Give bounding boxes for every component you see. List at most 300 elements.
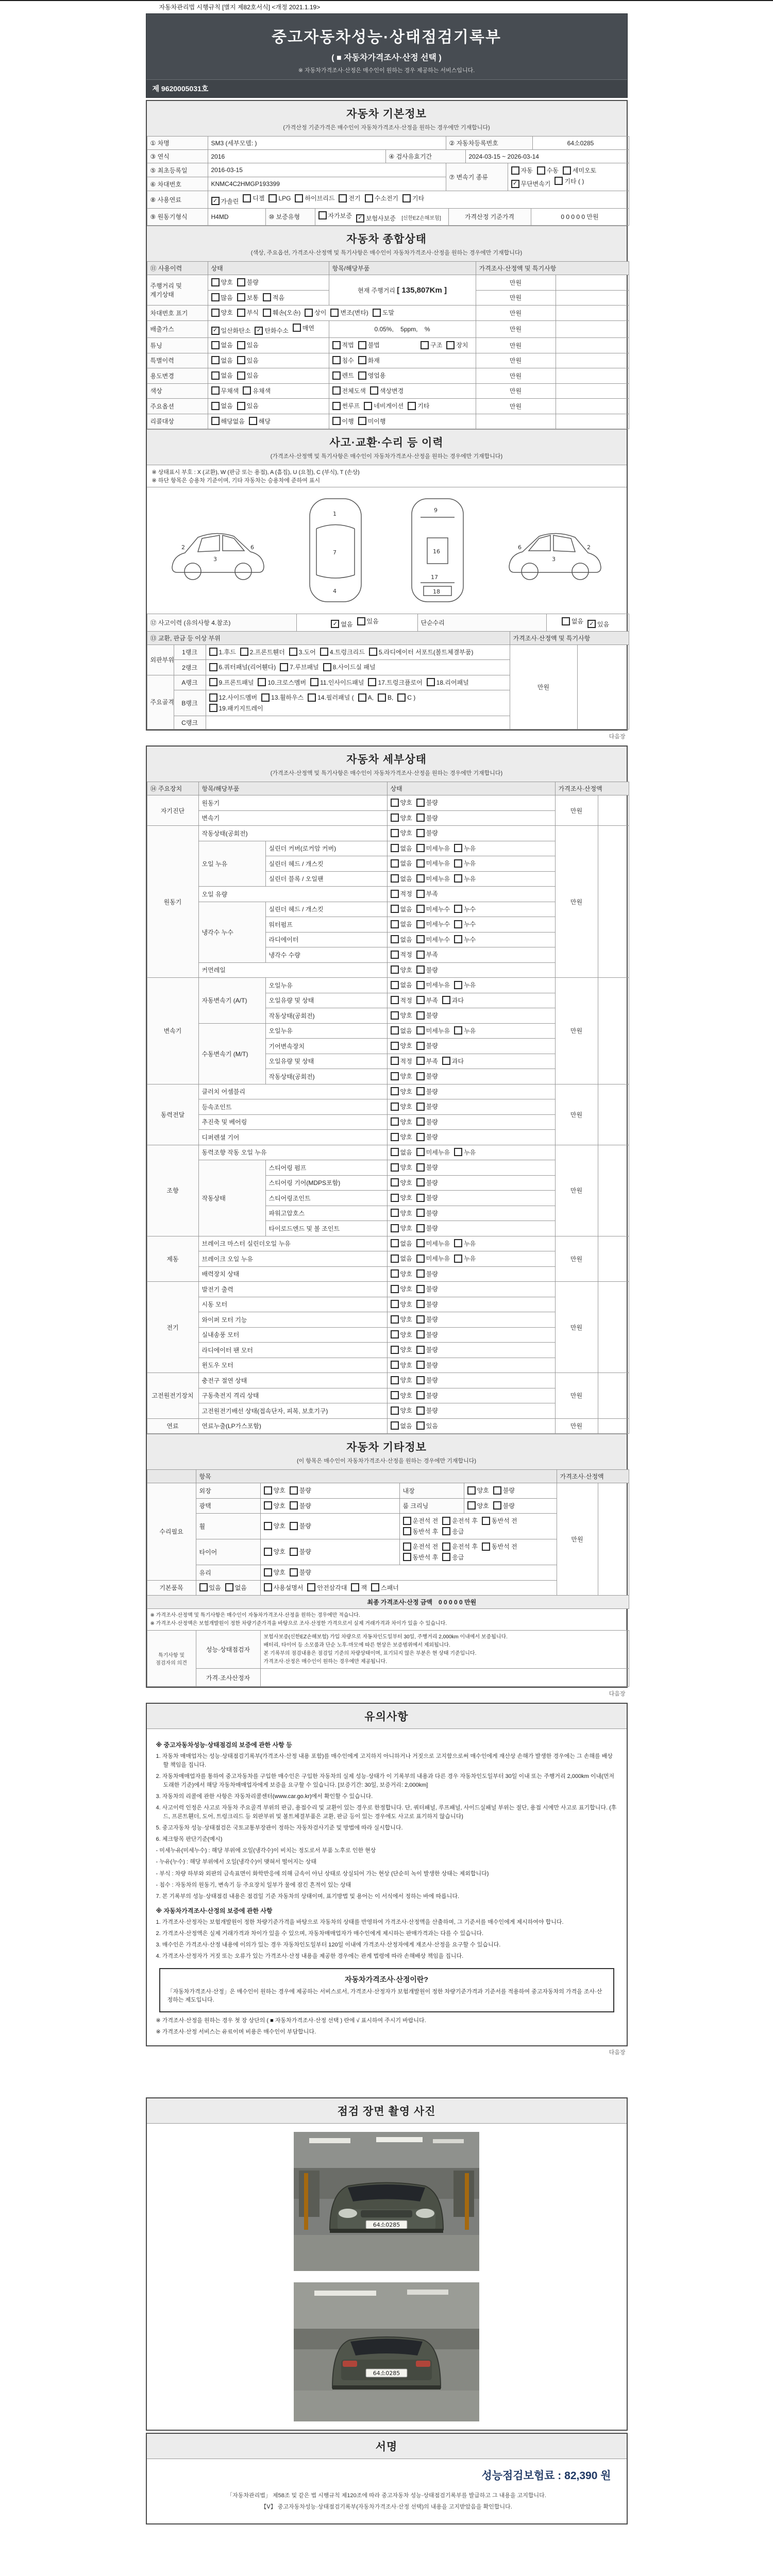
checkbox-스패너[interactable] — [371, 1583, 399, 1592]
checkbox-없음[interactable] — [391, 1239, 412, 1248]
checkbox-장치[interactable] — [446, 341, 468, 349]
checkbox-12.사이드멤버[interactable] — [209, 693, 258, 702]
checkbox-없음[interactable] — [562, 617, 583, 625]
checkbox-불량[interactable] — [237, 278, 259, 286]
checkbox-부족[interactable] — [416, 950, 438, 959]
next-page-marker[interactable]: 다음장 — [609, 734, 626, 740]
checkbox-label: 자가보증 — [328, 212, 352, 219]
checkbox-이행[interactable] — [332, 417, 354, 426]
checkbox-탄화수소[interactable] — [255, 326, 288, 335]
checkbox-동반석 후[interactable] — [403, 1527, 439, 1536]
notices-title: 유의사항 — [364, 1711, 409, 1723]
checkbox-누유[interactable] — [454, 1254, 476, 1263]
checkbox-label: 미세누유 — [426, 860, 450, 867]
checkbox-양호[interactable] — [391, 1224, 412, 1232]
checkbox-적법[interactable] — [332, 341, 354, 349]
checkbox-양호[interactable] — [391, 1193, 412, 1202]
status-checks — [387, 1327, 555, 1343]
checkbox-양호[interactable] — [391, 1132, 412, 1141]
checkbox-구조[interactable] — [421, 341, 442, 349]
checkbox-전체도색[interactable] — [332, 386, 366, 395]
checkbox-양호[interactable] — [391, 1011, 412, 1020]
checkbox-없음[interactable] — [391, 905, 412, 913]
checkbox-양호[interactable] — [391, 1102, 412, 1111]
section-box-4 — [146, 2097, 628, 2431]
checkbox-동반석 전[interactable] — [482, 1516, 517, 1525]
checkbox-양호[interactable] — [391, 965, 412, 974]
checkbox-양호[interactable] — [391, 828, 412, 837]
checkbox-운전석 전[interactable] — [403, 1542, 439, 1551]
checkbox-없음[interactable] — [391, 874, 412, 883]
checkbox-동반석 전[interactable] — [482, 1542, 517, 1551]
rank2-checks — [206, 660, 510, 675]
checkbox-양호[interactable] — [391, 1163, 412, 1172]
text-line: 2. 자동차매매업자를 통하여 중고자동차를 구입한 매수인은 구입한 자동차의 실제 성능·상태가 이 기록부의 내용과 다른 경우 자동차인도일부터 30일 이내 또는 주행거리 2,000km 이내(먼저 도래한 기준)에서 해당 자동차매매업자에게 보증을 요구할 수 있습니다. [보증기간: 30일, 보증거리: 2,000km] — [156, 1773, 615, 1789]
checkbox-box — [403, 1543, 411, 1551]
checkbox-10.크로스멤버[interactable] — [258, 678, 306, 687]
checkbox-적정[interactable] — [391, 889, 412, 898]
checkbox-미세누유[interactable] — [416, 1026, 450, 1035]
checkbox-안전삼각대[interactable] — [307, 1583, 347, 1592]
checkbox-불량[interactable] — [416, 1041, 438, 1050]
checkbox-양호[interactable] — [391, 1269, 412, 1278]
checkbox-가솔린[interactable] — [211, 197, 239, 206]
checkbox-label: 14.필러패널 ( — [317, 694, 354, 701]
checkbox-불량[interactable] — [290, 1486, 311, 1495]
checkbox-기타[interactable] — [408, 401, 429, 410]
checkbox-양호[interactable] — [391, 1391, 412, 1400]
checkbox-불량[interactable] — [416, 1072, 438, 1080]
checkbox-18.리어패널[interactable] — [427, 678, 469, 687]
checkbox-불량[interactable] — [416, 1132, 438, 1141]
section-box-3 — [146, 1703, 628, 2046]
checkbox-양호[interactable] — [391, 1087, 412, 1096]
checkbox-해당없음[interactable] — [211, 417, 245, 426]
rankB-label: B랭크 — [174, 690, 206, 716]
checkbox-label: 양호 — [400, 1042, 412, 1049]
diagram-label: 18 — [432, 588, 440, 595]
checkbox-누유[interactable] — [454, 1239, 476, 1248]
checkbox-양호[interactable] — [391, 1406, 412, 1415]
note-cell — [598, 1236, 629, 1282]
checkbox-A,[interactable] — [358, 693, 374, 702]
checkbox-미세누유[interactable] — [416, 874, 450, 883]
checkbox-box — [554, 177, 563, 185]
checkbox-누수[interactable] — [454, 935, 476, 944]
checkbox-도말[interactable] — [373, 308, 394, 317]
checkbox-없음[interactable] — [211, 356, 233, 365]
checkbox-불법[interactable] — [358, 341, 380, 349]
basic-items-label: 기본품목 — [147, 1580, 196, 1596]
checkbox-1.후드[interactable] — [209, 648, 236, 656]
checkbox-변조(변타)[interactable] — [330, 308, 368, 317]
item-label: 충전구 절연 상태 — [198, 1373, 387, 1388]
checkbox-불량[interactable] — [416, 1345, 438, 1354]
checkbox-썬루프[interactable] — [332, 401, 360, 410]
checkbox-전기[interactable] — [339, 194, 360, 202]
checkbox-box — [332, 341, 341, 349]
checkbox-3.도어[interactable] — [289, 648, 316, 656]
checkbox-6.쿼터패널(리어휀다)[interactable] — [209, 663, 276, 671]
checkbox-미세누유[interactable] — [416, 844, 450, 853]
engine-type-label: ⑨ 원동기형식 — [147, 208, 208, 226]
checkbox-11.인사이드패널[interactable] — [310, 678, 364, 687]
note-cell — [598, 795, 629, 826]
checkbox-양호[interactable] — [391, 1072, 412, 1080]
checkbox-불량[interactable] — [290, 1521, 311, 1530]
checkbox-label: 색상변경 — [379, 387, 404, 395]
checkbox-화재[interactable] — [358, 356, 380, 365]
checkbox-불량[interactable] — [416, 1102, 438, 1111]
checkbox-상이[interactable] — [305, 308, 326, 317]
checkbox-불량[interactable] — [416, 1224, 438, 1232]
checkbox-무단변속기[interactable] — [511, 179, 551, 188]
checkbox-없음[interactable] — [211, 401, 233, 410]
checkbox-box — [442, 1057, 450, 1065]
checkbox-미세누유[interactable] — [416, 859, 450, 868]
checkbox-7.루브패널[interactable] — [280, 663, 318, 671]
checkbox-수동[interactable] — [537, 166, 559, 175]
checkbox-매연[interactable] — [293, 324, 314, 332]
checkbox-불량[interactable] — [416, 1300, 438, 1309]
checkbox-기타 ( )[interactable] — [554, 177, 584, 185]
checkbox-양호[interactable] — [391, 1361, 412, 1369]
checkbox-box — [416, 905, 425, 913]
checkbox-세미오토[interactable] — [563, 166, 596, 175]
checkbox-운전석 후[interactable] — [442, 1542, 478, 1551]
tuning-label: 튜닝 — [147, 338, 208, 353]
checkbox-있음[interactable] — [237, 341, 259, 349]
checkbox-label: 불량 — [426, 1346, 438, 1353]
checkbox-양호[interactable] — [211, 308, 233, 317]
checkbox-box — [421, 341, 429, 349]
etc-price-header: 가격조사·산정액 — [557, 1470, 629, 1483]
checkbox-있음[interactable] — [237, 371, 259, 380]
checkbox-부족[interactable] — [416, 996, 438, 1005]
item-label: 배력장치 상태 — [198, 1266, 387, 1282]
checkbox-불량[interactable] — [416, 1406, 438, 1415]
basic-info-row1 — [147, 136, 629, 150]
status-checks — [387, 1023, 555, 1039]
emission-label: 배출가스 — [147, 320, 208, 338]
model-year-value: 2016 — [208, 150, 385, 163]
checkbox-17.트렁크플로어[interactable] — [368, 678, 422, 687]
checkbox-없음[interactable] — [391, 859, 412, 868]
checkbox-LPG[interactable] — [268, 194, 291, 202]
checkbox-미세누유[interactable] — [416, 980, 450, 989]
checkbox-부식[interactable] — [237, 308, 259, 317]
item-sub-label: 오일 누유 — [198, 841, 265, 887]
checkbox-box — [258, 678, 266, 686]
checkbox-응급[interactable] — [442, 1553, 464, 1562]
text-line: 【Ⅴ】 중고자동차성능·상태점검기록부(자동차가격조사·산정 선택)의 내용을 고지받았음을 확인합니다. — [261, 2503, 512, 2510]
checkbox-일산화탄소[interactable] — [211, 326, 251, 335]
price-survey-select[interactable]: ( ■ 자동차가격조사·산정 선택 ) — [331, 54, 442, 62]
checkbox-C )[interactable] — [397, 693, 415, 702]
checkbox-불량[interactable] — [416, 1011, 438, 1020]
checkbox-box — [562, 617, 570, 625]
checkbox-부족[interactable] — [416, 889, 438, 898]
checkbox-label: 영업용 — [367, 372, 386, 379]
checkbox-불량[interactable] — [416, 828, 438, 837]
checkbox-label: 불량 — [426, 1118, 438, 1126]
checkbox-label: 부족 — [426, 951, 438, 958]
checkbox-잭[interactable] — [351, 1583, 367, 1592]
checkbox-누유[interactable] — [454, 1148, 476, 1157]
final-price-row — [147, 1595, 629, 1609]
checkbox-미세누수[interactable] — [416, 905, 450, 913]
detail-row — [147, 1084, 629, 1099]
rankB-checks — [206, 690, 510, 716]
photos-area — [147, 2124, 627, 2430]
checkbox-양호[interactable] — [391, 1117, 412, 1126]
checkbox-양호[interactable] — [264, 1547, 285, 1556]
checkbox-양호[interactable] — [391, 1284, 412, 1293]
checkbox-없음[interactable] — [211, 341, 233, 349]
detail-row — [147, 1236, 629, 1251]
warranty-type-label: ⑩ 보증유형 — [265, 208, 315, 226]
checkbox-없음[interactable] — [391, 1254, 412, 1263]
checkbox-있음[interactable] — [237, 356, 259, 365]
checkbox-불량[interactable] — [416, 1269, 438, 1278]
car-front — [330, 2182, 443, 2233]
item-label: 파워고압호스 — [265, 1206, 387, 1221]
checkbox-불량[interactable] — [416, 798, 438, 807]
color-label: 색상 — [147, 383, 208, 399]
checkbox-하이브리드[interactable] — [295, 194, 334, 202]
checkbox-운전석 후[interactable] — [442, 1516, 478, 1525]
checkbox-렌트[interactable] — [332, 371, 354, 380]
checkbox-누유[interactable] — [454, 844, 476, 853]
checkbox-없음[interactable] — [211, 371, 233, 380]
checkbox-box — [391, 1026, 399, 1035]
checkbox-있음[interactable] — [199, 1583, 221, 1592]
checkbox-불량[interactable] — [416, 1330, 438, 1339]
checkbox-label: 해당 — [258, 417, 271, 425]
checkbox-label: 19.패키지트레이 — [219, 704, 263, 712]
car-diagram-bottom — [399, 493, 476, 608]
checkbox-label: 3.도어 — [298, 648, 316, 656]
checkbox-있음[interactable] — [416, 1421, 438, 1430]
checkbox-양호[interactable] — [211, 278, 233, 286]
checkbox-양호[interactable] — [391, 1315, 412, 1324]
status-checks — [387, 1388, 555, 1403]
checkbox-누유[interactable] — [454, 859, 476, 868]
checkbox-불량[interactable] — [416, 1178, 438, 1187]
photos-band — [147, 2098, 627, 2124]
checkbox-불량[interactable] — [290, 1547, 311, 1556]
checkbox-양호[interactable] — [391, 1178, 412, 1187]
checkbox-부족[interactable] — [416, 1057, 438, 1065]
checkbox-양호[interactable] — [467, 1486, 489, 1495]
checkbox-없음[interactable] — [391, 1421, 412, 1430]
checkbox-많음[interactable] — [211, 293, 233, 302]
checkbox-없음[interactable] — [391, 980, 412, 989]
checkbox-양호[interactable] — [391, 1376, 412, 1384]
checkbox-보험사보증[interactable] — [356, 214, 396, 223]
checkbox-불량[interactable] — [416, 1193, 438, 1202]
checkbox-적음[interactable] — [263, 293, 284, 302]
status-checks — [387, 1206, 555, 1221]
checkbox-box — [416, 1330, 425, 1338]
checkbox-사용설명서[interactable] — [264, 1583, 304, 1592]
checkbox-불량[interactable] — [493, 1486, 515, 1495]
checkbox-수소전기[interactable] — [365, 194, 398, 202]
checkbox-양호[interactable] — [467, 1501, 489, 1510]
notices-sec1-title: ※ 중고자동차성능·상태점검의 보증에 관한 사항 등 — [156, 1741, 292, 1749]
checkbox-미세누수[interactable] — [416, 920, 450, 928]
checkbox-불량[interactable] — [290, 1501, 311, 1510]
checkbox-보통[interactable] — [237, 293, 259, 302]
checkbox-불량[interactable] — [416, 1361, 438, 1369]
color-tone-checks — [208, 383, 329, 399]
item-label: 변속기 — [198, 810, 387, 826]
checkbox-색상변경[interactable] — [370, 386, 404, 395]
checkbox-13.휠하우스[interactable] — [261, 693, 304, 702]
checkbox-없음[interactable] — [391, 935, 412, 944]
checkbox-label: 없음 — [571, 618, 583, 625]
checkbox-있음[interactable] — [237, 401, 259, 410]
checkbox-불량[interactable] — [416, 1209, 438, 1217]
checkbox-14.필러패널 ([interactable] — [308, 693, 354, 702]
checkbox-미세누유[interactable] — [416, 1254, 450, 1263]
checkbox-없음[interactable] — [225, 1583, 247, 1592]
checkbox-동반석 후[interactable] — [403, 1553, 439, 1562]
item-label: 오일 유량 — [198, 887, 387, 902]
checkbox-기타[interactable] — [402, 194, 424, 202]
room-cleaning-checks — [464, 1498, 557, 1514]
checkbox-자동[interactable] — [511, 166, 533, 175]
checkbox-양호[interactable] — [391, 814, 412, 822]
checkbox-양호[interactable] — [264, 1501, 285, 1510]
checkbox-없음[interactable] — [391, 1026, 412, 1035]
simple-repair-checks — [546, 614, 629, 632]
diagram-legend — [147, 465, 627, 487]
checkbox-미세누수[interactable] — [416, 935, 450, 944]
checkbox-미이행[interactable] — [358, 417, 386, 426]
checkbox-box — [416, 829, 425, 837]
checkbox-응급[interactable] — [442, 1527, 464, 1536]
checkbox-양호[interactable] — [391, 1300, 412, 1309]
car-name-label: ① 차명 — [147, 137, 208, 150]
checkbox-과다[interactable] — [442, 1057, 464, 1065]
checkbox-누수[interactable] — [454, 905, 476, 913]
checkbox-불량[interactable] — [416, 1163, 438, 1172]
next-page-marker[interactable]: 다음장 — [609, 2049, 626, 2056]
final-price-notes — [147, 1608, 627, 1631]
checkbox-적정[interactable] — [391, 996, 412, 1005]
item-label: 실린더 커버(로커암 커버) — [265, 841, 387, 856]
checkbox-box — [416, 1300, 425, 1308]
checkbox-없음[interactable] — [391, 1148, 412, 1157]
checkbox-불량[interactable] — [493, 1501, 515, 1510]
checkbox-label: 동반석 전 — [491, 1543, 517, 1550]
checkbox-불량[interactable] — [416, 814, 438, 822]
checkbox-label: 불량 — [299, 1522, 311, 1530]
checkbox-label: 부족 — [426, 1057, 438, 1065]
checkbox-box — [391, 1376, 399, 1384]
note-cell — [556, 353, 629, 368]
checkbox-box — [416, 1255, 425, 1263]
plate-value: 64소0285 — [532, 137, 629, 150]
checkbox-침수[interactable] — [332, 356, 354, 365]
checkbox-양호[interactable] — [391, 1345, 412, 1354]
checkbox-8.사이드실 패널[interactable] — [323, 663, 376, 671]
checkbox-있음[interactable] — [587, 620, 609, 629]
checkbox-양호[interactable] — [391, 1209, 412, 1217]
checkbox-유채색[interactable] — [243, 386, 271, 395]
checkbox-훼손(오손)[interactable] — [263, 308, 300, 317]
diagram-label: 2 — [181, 544, 186, 551]
checkbox-양호[interactable] — [391, 1041, 412, 1050]
checkbox-네비게이션[interactable] — [364, 401, 404, 410]
checkbox-B,[interactable] — [378, 693, 393, 702]
rankA-checks — [206, 675, 510, 690]
note-cell — [556, 290, 629, 306]
checkbox-양호[interactable] — [264, 1521, 285, 1530]
status-checks — [387, 1130, 555, 1145]
checkbox-label: 양호 — [273, 1548, 285, 1556]
checkbox-누유[interactable] — [454, 1026, 476, 1035]
checkbox-19.패키지트레이[interactable] — [209, 704, 263, 713]
checkbox-운전석 전[interactable] — [403, 1516, 439, 1525]
checkbox-양호[interactable] — [391, 798, 412, 807]
checkbox-없음[interactable] — [391, 920, 412, 928]
checkbox-영업용[interactable] — [358, 371, 386, 380]
checkbox-누유[interactable] — [454, 980, 476, 989]
checkbox-box — [416, 1163, 425, 1172]
checkbox-과다[interactable] — [442, 996, 464, 1005]
checkbox-자가보증[interactable] — [318, 211, 352, 220]
checkbox-미세누유[interactable] — [416, 1148, 450, 1157]
item-label: 오일누유 — [265, 978, 387, 993]
checkbox-5.라디에이터 서포트(볼트체결부품)[interactable] — [369, 648, 474, 656]
checkbox-9.프론트패널[interactable] — [209, 678, 254, 687]
checkbox-없음[interactable] — [331, 620, 352, 629]
checkbox-미세누유[interactable] — [416, 1239, 450, 1248]
checkbox-불량[interactable] — [416, 1391, 438, 1400]
checkbox-누수[interactable] — [454, 920, 476, 928]
checkbox-label: 없음 — [221, 372, 233, 379]
checkbox-무채색[interactable] — [211, 386, 239, 395]
next-page-marker[interactable]: 다음장 — [609, 1691, 626, 1697]
checkbox-label: 누수 — [464, 905, 476, 913]
checkbox-4.트렁크리드[interactable] — [320, 648, 365, 656]
checkbox-불량[interactable] — [416, 1315, 438, 1324]
checkbox-누유[interactable] — [454, 874, 476, 883]
checkbox-적정[interactable] — [391, 950, 412, 959]
checkbox-불량[interactable] — [416, 1284, 438, 1293]
checkbox-불량[interactable] — [416, 1376, 438, 1384]
checkbox-있음[interactable] — [357, 617, 379, 625]
checkbox-불량[interactable] — [416, 1087, 438, 1096]
note-cell — [598, 1145, 629, 1236]
checkbox-2.프론트휀더[interactable] — [240, 648, 285, 656]
checkbox-해당[interactable] — [249, 417, 271, 426]
checkbox-양호[interactable] — [264, 1486, 285, 1495]
checkbox-양호[interactable] — [264, 1568, 285, 1577]
checkbox-불량[interactable] — [290, 1568, 311, 1577]
checkbox-없음[interactable] — [391, 844, 412, 853]
checkbox-불량[interactable] — [416, 1117, 438, 1126]
item-label: 실린더 블록 / 오일팬 — [265, 871, 387, 887]
checkbox-box — [391, 996, 399, 1004]
checkbox-불량[interactable] — [416, 965, 438, 974]
overall-band — [147, 226, 627, 262]
checkbox-디젤[interactable] — [243, 194, 264, 202]
checkbox-양호[interactable] — [391, 1330, 412, 1339]
checkbox-적정[interactable] — [391, 1057, 412, 1065]
